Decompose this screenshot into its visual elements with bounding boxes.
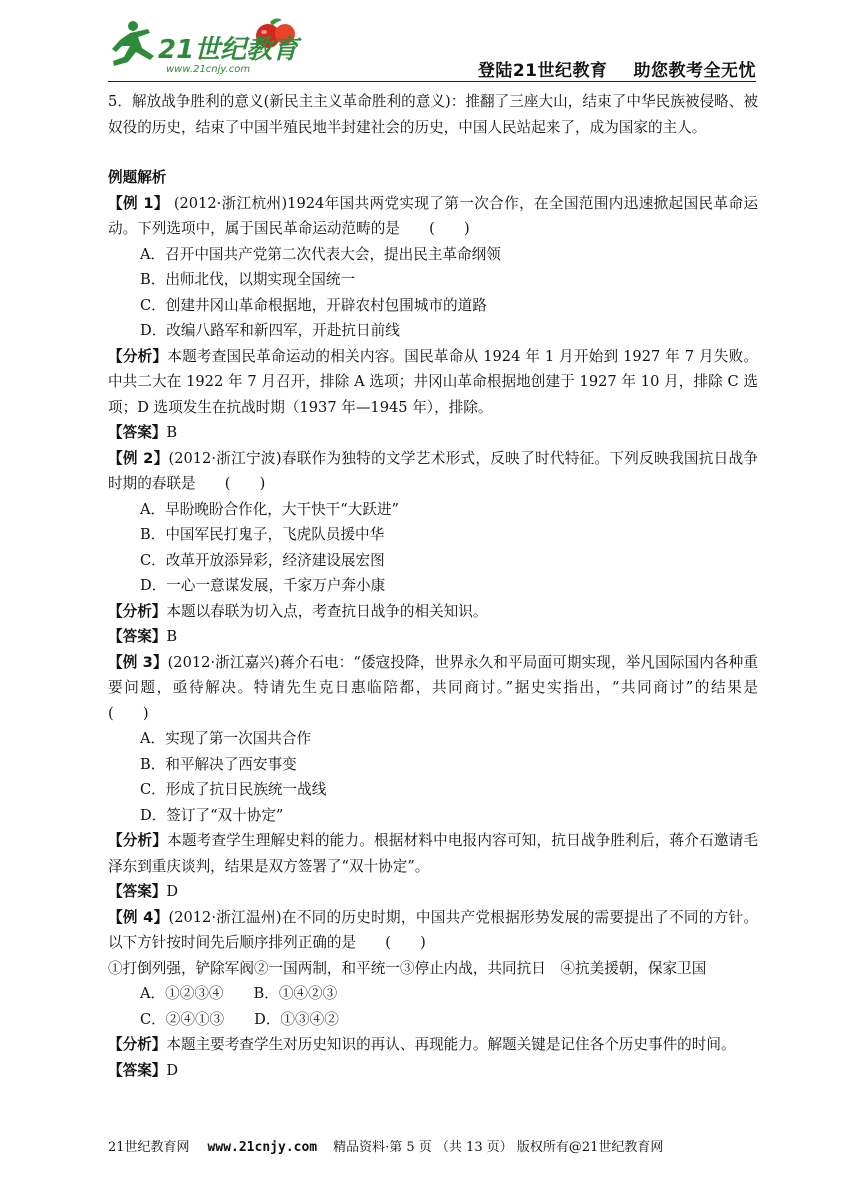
question-1-option-b: B．出师北伐，以期实现全国统一 [140,271,356,288]
question-4-options-row-2 [108,1007,758,1033]
question-3-stem [108,650,788,727]
question-2-text: (2012·浙江宁波)春联作为独特的文学艺术形式，反映了时代特征。下列反映我国抗日战争时期的春联是 ( ) [108,449,758,492]
answer-value: D [166,1061,179,1079]
question-2-label: 【例 2】 [108,449,169,467]
question-3-text: (2012·浙江嘉兴)蒋介石电：“倭寇投降，世界永久和平局面可期实现，举凡国际国内各种重要问题，亟待解决。特请先生克日惠临陪都，共同商讨。”据史实指出，“共同商讨”的结果是 ( ) [108,653,788,722]
slogan-left: 登陆21世纪教育 [477,61,608,81]
page-header [0,0,860,84]
footer-site: 21世纪教育网 [108,1140,190,1155]
question-4-option-c: C．②④①③ [140,1010,225,1028]
intro-paragraph: 5．解放战争胜利的意义(新民主主义革命胜利的意义)：推翻了三座大山，结束了中华民族被侵略、被奴役的历史，结束了中国半殖民地半封建社会的历史，中国人民站起来了，成为国家的主人。 [108,93,758,136]
answer-label: 【答案】 [108,883,167,900]
footer-page-info: 精品资料·第 5 页 （共 13 页） 版权所有@21世纪教育网 [333,1140,664,1155]
document-body [108,89,788,1083]
question-1-option-c: C．创建井冈山革命根据地，开辟农村包围城市的道路 [140,296,487,314]
logo-url: www.21cnjy.com [166,64,251,75]
question-4-option-b: B．①④②③ [253,985,338,1002]
question-4-option-d: D．①③④② [254,1010,339,1028]
question-4-text: (2012·浙江温州)在不同的历史时期，中国共产党根据形势发展的需要提出了不同的方针。以下方针按时间先后顺序排列正确的是 ( ) [108,908,758,951]
page-footer [108,1136,758,1155]
question-1-option-a: A．召开中国共产党第二次代表大会，提出民主革命纲领 [140,245,501,263]
footer-url[interactable]: www.21cnjy.com [207,1140,318,1155]
question-2-option-b: B．中国军民打鬼子，飞虎队员援中华 [140,526,385,543]
analysis-label: 【分析】 [108,1036,167,1053]
section-title: 例题解析 [108,169,167,186]
question-1-analysis [108,344,758,421]
question-2-answer [108,624,758,650]
question-2-option-a: A．早盼晚盼合作化，大干快干“大跃进” [140,500,399,518]
slogan-right: 助您教考全无忧 [633,61,756,81]
analysis-text: 本题以春联为切入点，考查抗日战争的相关知识。 [166,602,488,620]
analysis-text: 本题考查学生理解史料的能力。根据材料中电报内容可知，抗日战争胜利后，蒋介石邀请毛泽东到重庆谈判，结果是双方签署了“双十协定”。 [108,832,758,875]
header-slogan [478,56,756,81]
analysis-label: 【分析】 [108,832,168,849]
answer-label: 【答案】 [108,424,167,441]
analysis-label: 【分析】 [108,347,168,365]
question-1-option-d: D．改编八路军和新四军，开赴抗日前线 [140,322,400,339]
question-2-stem [108,446,758,497]
answer-label: 【答案】 [108,628,167,645]
question-3-option-c: C．形成了抗日民族统一战线 [140,781,327,798]
question-2-analysis [108,599,758,625]
question-1-label: 【例 1】 [108,194,169,212]
question-3-option-b: B．和平解决了西安事变 [140,755,297,773]
question-2-option-c: C．改革开放添异彩，经济建设展宏图 [140,551,385,569]
question-3-answer [108,879,758,905]
question-1-stem [108,191,758,242]
site-logo [108,16,308,78]
analysis-text: 本题主要考查学生对历史知识的再认、再现能力。解题关键是记住各个历史事件的时间。 [166,1036,736,1053]
question-4-option-a: A．①②③④ [140,985,224,1002]
question-3-option-a: A．实现了第一次国共合作 [140,730,312,747]
question-2-option-d: D．一心一意谋发展，千家万户奔小康 [140,577,386,594]
question-4-answer [108,1058,758,1084]
question-4-analysis [108,1032,758,1058]
question-4-items: ①打倒列强，铲除军阀②一国两制，和平统一③停止内战，共同抗日 ④抗美援朝，保家卫国 [108,959,707,977]
question-1-text: (2012·浙江杭州)1924年国共两党实现了第一次合作，在全国范围内迅速掀起国民革命运动。下列选项中，属于国民革命运动范畴的是 ( ) [108,194,758,237]
question-4-label: 【例 4】 [108,908,169,926]
question-3-label: 【例 3】 [108,653,168,671]
question-3-option-d: D．签订了“双十协定” [140,806,284,824]
question-3-analysis [108,828,758,879]
header-divider [108,81,756,82]
question-4-options-row-1 [108,981,758,1007]
answer-value: B [166,424,178,441]
answer-label: 【答案】 [108,1061,167,1079]
answer-value: D [166,883,179,900]
analysis-text: 本题考查国民革命运动的相关内容。国民革命从 1924 年 1 月开始到 1927 年 7 月失败。中共二大在 1922 年 7 月召开，排除 A 选项；井冈山革命根据地创建于 1927 年 10 月，排除 C 选项；D 选项发生在抗战时期（1937 年—1945 年），排除。 [108,347,758,416]
question-1-answer [108,420,758,446]
logo-text: 21世纪教育 [158,35,299,65]
answer-value: B [166,628,178,645]
analysis-label: 【分析】 [108,602,167,620]
question-4-stem [108,905,758,956]
